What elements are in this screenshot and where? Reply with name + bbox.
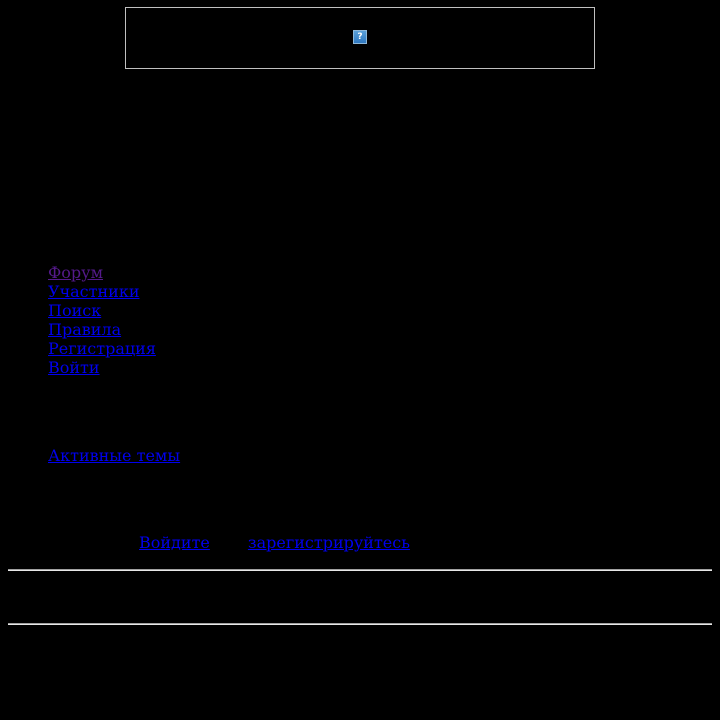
nav-link-search[interactable]: Поиск xyxy=(48,301,102,320)
nav-link-forum[interactable]: Форум xyxy=(48,263,104,282)
login-prompt xyxy=(139,533,410,552)
nav-link-register[interactable]: Регистрация xyxy=(48,339,156,358)
login-link[interactable]: Войдите xyxy=(139,533,210,552)
nav-item-forum xyxy=(48,263,156,282)
nav-item-search xyxy=(48,301,156,320)
active-topics-link[interactable]: Активные темы xyxy=(48,446,181,465)
nav-item-members xyxy=(48,282,156,301)
nav-item-login xyxy=(48,358,156,377)
nav-item-rules xyxy=(48,320,156,339)
divider-top xyxy=(8,569,712,571)
nav-link-members[interactable]: Участники xyxy=(48,282,140,301)
broken-image-icon[interactable]: ? xyxy=(353,30,367,44)
nav-link-rules[interactable]: Правила xyxy=(48,320,122,339)
banner-frame xyxy=(125,7,595,69)
nav-item-register xyxy=(48,339,156,358)
main-nav xyxy=(48,263,156,377)
active-topics-block xyxy=(48,446,180,465)
divider-bottom xyxy=(8,623,712,625)
nav-link-login[interactable]: Войти xyxy=(48,358,100,377)
register-link[interactable]: зарегистрируйтесь xyxy=(247,533,410,552)
